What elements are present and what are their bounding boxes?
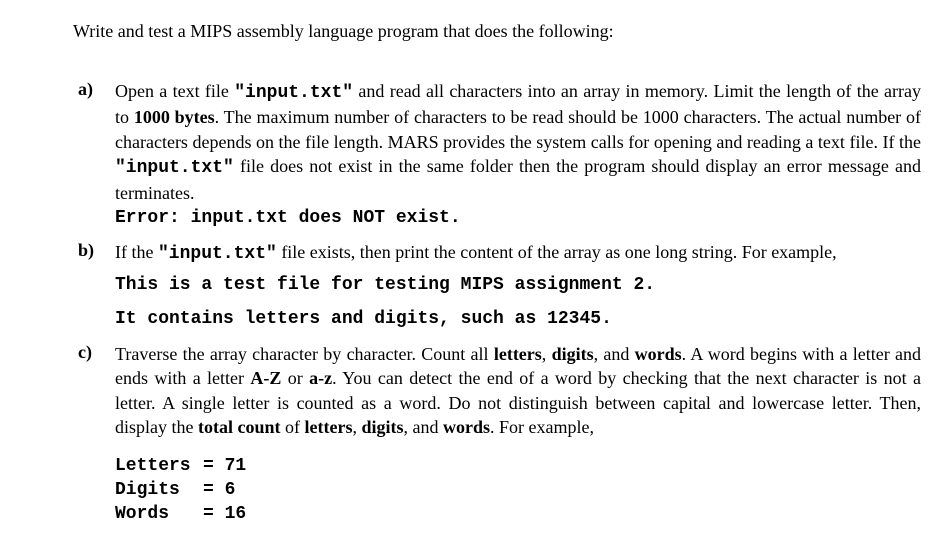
item-b-marker: b) bbox=[78, 240, 95, 260]
count-output-example bbox=[115, 454, 246, 526]
count-value: = 71 bbox=[203, 456, 247, 476]
file-name: "input.txt" bbox=[234, 83, 354, 103]
item-c-text: Traverse the array character by character. Count all letters, digits, and words. A word begins with a letter and ends with a letter A-Z or a-z. You can detect the end of a word by checking that the next character is not a letter. A single letter is counted as a word. Do not distinguish between capital and lowercase letter. Then, display the total count of letters, digits, and words. For example, bbox=[115, 344, 922, 438]
item-c bbox=[78, 342, 921, 440]
assignment-intro: Write and test a MIPS assembly language program that does the following: bbox=[73, 21, 614, 41]
count-label: Digits bbox=[115, 480, 180, 500]
item-a bbox=[78, 79, 921, 205]
count-value: = 16 bbox=[203, 504, 247, 524]
item-b-text: If the "input.txt" file exists, then print the content of the array as one long string. For example, bbox=[115, 242, 837, 264]
item-a-marker: a) bbox=[78, 79, 93, 99]
count-row-letters bbox=[115, 454, 246, 478]
count-row-words bbox=[115, 502, 246, 526]
error-message-example: Error: input.txt does NOT exist. bbox=[115, 208, 461, 228]
item-c-marker: c) bbox=[78, 342, 92, 362]
count-label: Words bbox=[115, 504, 170, 524]
count-row-digits bbox=[115, 478, 246, 502]
file-name: "input.txt" bbox=[157, 244, 277, 264]
output-example-line-1: This is a test file for testing MIPS assignment 2. bbox=[115, 275, 656, 295]
count-value: = 6 bbox=[203, 480, 236, 500]
count-label: Letters bbox=[115, 456, 191, 476]
output-example-line-2: It contains letters and digits, such as 12345. bbox=[115, 309, 612, 329]
item-a-text: Open a text file "input.txt" and read all characters into an array in memory. Limit the length of the array to 1000 bytes. The maximum number of characters to be read should be 1000 characters. The actual number of characters depends on the file length. MARS provides the system calls for opening and reading a text file. If the "input.txt" file does not exist in the same folder then the program should display an error message and terminates. bbox=[115, 81, 921, 203]
file-name: "input.txt" bbox=[115, 158, 234, 179]
item-b bbox=[78, 240, 921, 266]
